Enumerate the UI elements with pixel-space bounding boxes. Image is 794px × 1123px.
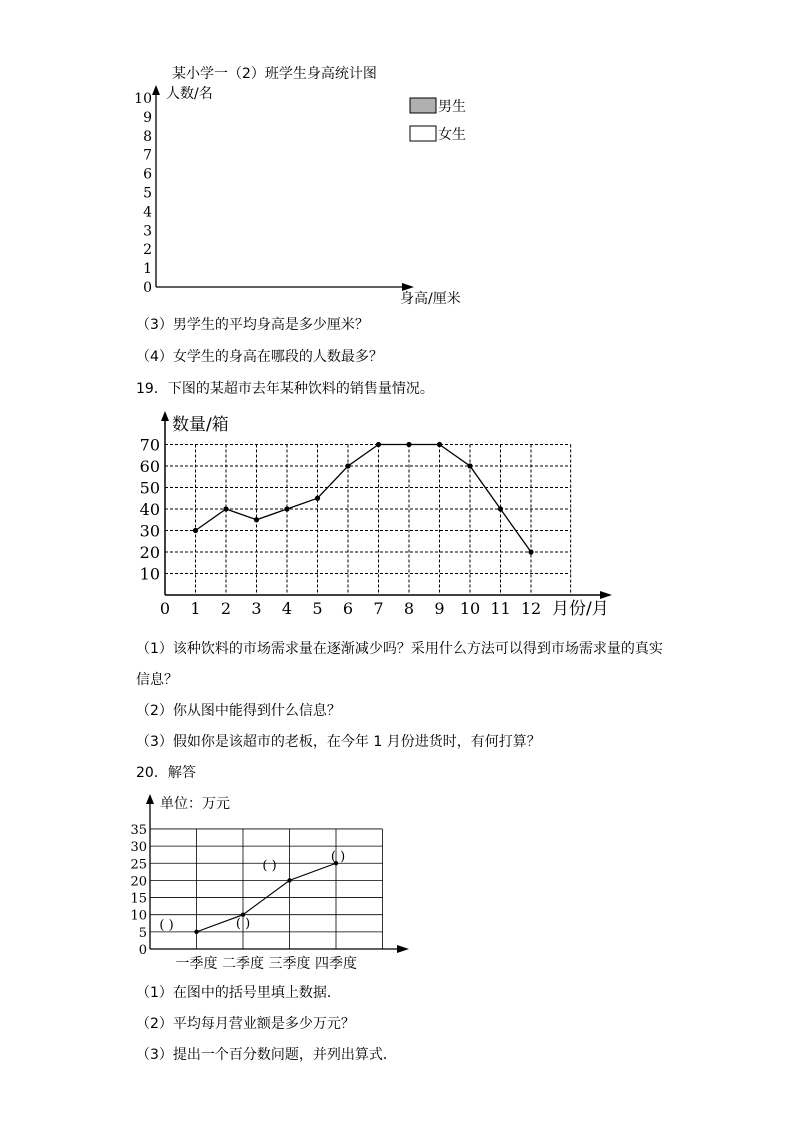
chart2-xtick-label: 12 (520, 599, 542, 618)
question-20-3: （3）提出一个百分数问题，并列出算式． (136, 1047, 397, 1063)
legend-label-boys: 男生 (438, 99, 466, 115)
chart3-ytick-label: 35 (130, 822, 147, 838)
chart2-xtick-label: 8 (403, 599, 415, 618)
question-19-1-line2: 信息？ (136, 672, 178, 688)
chart2-ytick-label: 40 (139, 500, 160, 519)
answer-blank: ( ) (159, 917, 174, 933)
sales-data-point (254, 517, 259, 522)
chart2-xtick-label: 10 (459, 599, 481, 618)
chart1-xlabel: 身高/厘米 (400, 291, 461, 307)
chart2-xtick-label: 2 (220, 599, 232, 618)
height-bar-chart (0, 55, 794, 315)
sales-data-point (406, 442, 411, 447)
chart3-ytick-label: 20 (130, 874, 147, 890)
question-18-4: （4）女学生的身高在哪段的人数最多？ (136, 349, 383, 365)
question-20-2: （2）平均每月营业额是多少万元？ (136, 1016, 355, 1032)
chart3-xtick-label: 一季度 (175, 956, 218, 972)
question-19-2: （2）你从图中能得到什么信息？ (136, 703, 341, 719)
chart1-ytick-label: 6 (143, 166, 152, 183)
chart2-xtick-label: 6 (342, 599, 354, 618)
chart2-ytick-label: 30 (139, 521, 160, 541)
chart1-ytick-label: 4 (143, 204, 152, 221)
chart3-ytick-label: 5 (138, 925, 147, 941)
chart2-ylabel: 数量/箱 (172, 415, 229, 435)
question-18-3: （3）男学生的平均身高是多少厘米？ (136, 317, 369, 333)
sales-data-point (315, 496, 320, 501)
question-19-1-line1: （1）该种饮料的市场需求量在逐渐减少吗？采用什么方法可以得到市场需求量的真实 (136, 641, 663, 657)
chart1-title: 某小学一（2）班学生身高统计图 (172, 66, 377, 82)
sales-data-point (467, 463, 472, 468)
sales-data-point (223, 506, 228, 511)
chart1-ytick-label: 7 (143, 147, 152, 164)
sales-data-point (528, 549, 533, 554)
question-20-1: （1）在图中的括号里填上数据． (136, 985, 341, 1001)
answer-blank: ( ) (330, 849, 346, 865)
answer-blank: ( ) (235, 916, 251, 932)
question-20-title: 20．解答 (136, 765, 196, 781)
revenue-line-chart (0, 788, 794, 978)
sales-data-point (437, 442, 442, 447)
chart2-xtick-label: 3 (251, 599, 262, 618)
legend-label-girls: 女生 (438, 127, 466, 143)
chart3-x-arrow (397, 945, 409, 953)
legend-swatch-boys (410, 98, 436, 113)
chart2-ytick-label: 10 (139, 564, 160, 584)
chart1-ytick-label: 2 (143, 242, 152, 259)
chart2-xtick-label: 5 (312, 599, 323, 618)
sales-data-point (376, 442, 381, 447)
chart3-xtick-label: 二季度 (222, 956, 264, 972)
chart2-ytick-label: 70 (139, 435, 160, 455)
sales-data-point (284, 506, 289, 511)
chart3-ytick-label: 10 (130, 908, 147, 924)
chart3-y-arrow (146, 794, 154, 804)
question-19-3: （3）假如你是该超市的老板，在今年 1 月份进货时，有何打算？ (136, 734, 541, 750)
chart1-ytick-label: 8 (143, 128, 152, 145)
chart1-ytick-label: 5 (143, 185, 152, 202)
chart3-ytick-label: 0 (138, 943, 147, 958)
chart2-x-arrow (600, 591, 612, 599)
chart3-xtick-label: 四季度 (315, 956, 357, 972)
chart3-ytick-label: 30 (130, 840, 147, 856)
chart3-ylabel: 单位：万元 (160, 796, 230, 812)
question-19-title: 19．下图的某超市去年某种饮料的销售量情况。 (136, 381, 434, 397)
chart1-ytick-label: 1 (143, 261, 152, 278)
sales-data-point (498, 506, 503, 511)
chart2-ytick-label: 20 (139, 543, 160, 562)
chart1-ytick-label: 3 (143, 223, 152, 240)
chart2-ytick-label: 50 (139, 478, 160, 498)
chart1-ylabel: 人数/名 (166, 86, 213, 102)
revenue-data-point (287, 878, 291, 882)
sales-data-point (345, 463, 350, 468)
chart1-ytick-label: 10 (134, 91, 152, 107)
chart2-xlabel: 月份/月 (552, 599, 609, 619)
chart1-ytick-label: 9 (143, 109, 152, 126)
revenue-data-point (194, 930, 198, 934)
chart1-x-arrow (402, 283, 414, 291)
chart3-ytick-label: 15 (130, 891, 147, 907)
chart2-xtick-label: 1 (190, 599, 201, 618)
chart2-ytick-label: 60 (139, 457, 160, 476)
sales-data-point (193, 528, 198, 533)
chart2-xtick-label: 0 (159, 599, 171, 618)
sales-line-chart (0, 405, 794, 625)
legend-swatch-girls (410, 126, 436, 141)
chart2-xtick-label: 4 (281, 599, 293, 618)
chart2-xtick-label: 9 (434, 599, 445, 618)
chart2-xtick-label: 11 (490, 599, 511, 618)
answer-blank: ( ) (262, 858, 277, 874)
chart2-xtick-label: 7 (373, 599, 384, 618)
chart1-y-arrow (152, 85, 160, 95)
chart1-ytick-label: 0 (143, 280, 152, 296)
sales-series-line (196, 445, 532, 553)
chart2-y-arrow (161, 411, 169, 421)
chart3-xtick-label: 三季度 (268, 956, 311, 972)
chart3-ytick-label: 25 (130, 857, 147, 873)
